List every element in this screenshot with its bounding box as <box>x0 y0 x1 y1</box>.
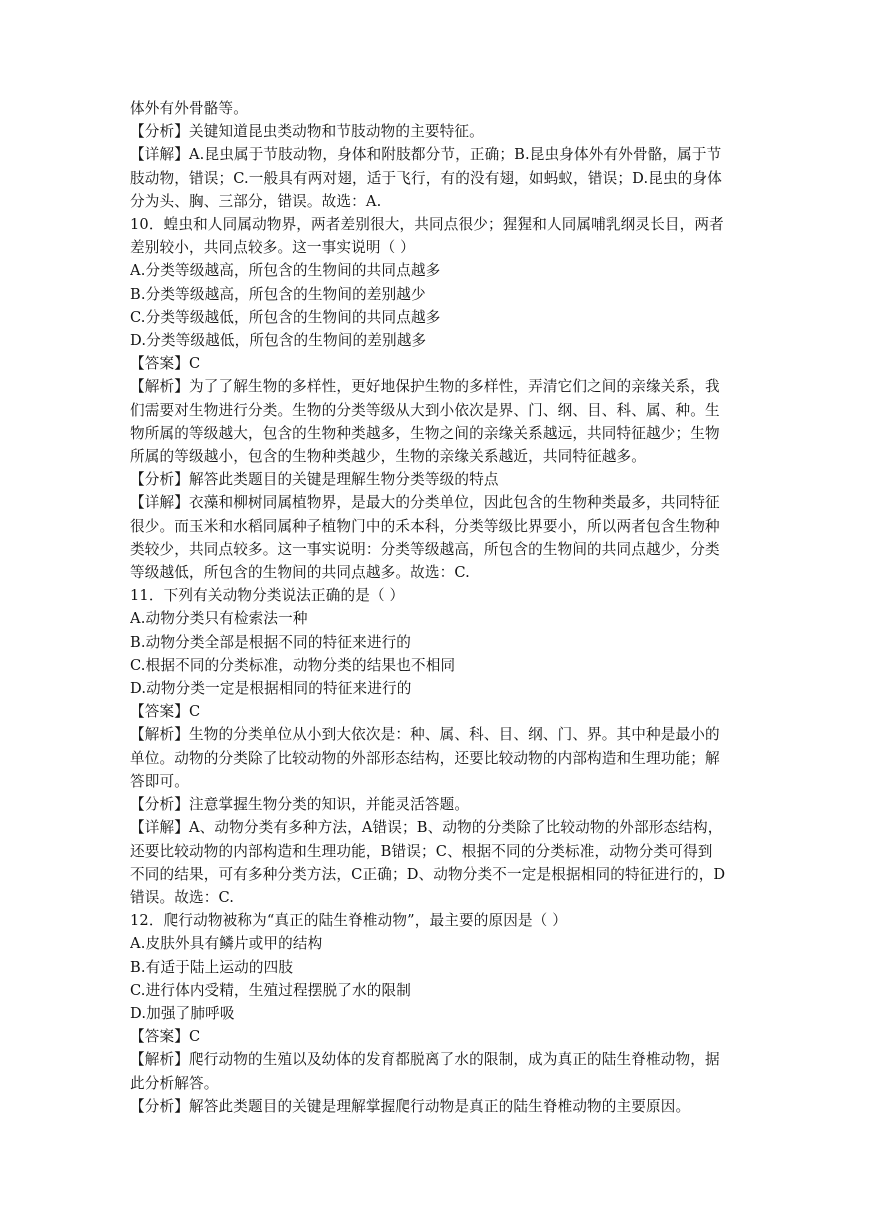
text-line: 【分析】注意掌握生物分类的知识，并能灵活答题。 <box>130 796 470 814</box>
text-line: 此分析解答。 <box>130 1074 219 1092</box>
text-line: C.分类等级越低，所包含的生物间的共同点越多 <box>130 308 441 326</box>
text-line: D.分类等级越低，所包含的生物间的差别越多 <box>130 332 427 350</box>
text-line: 【详解】A、动物分类有多种方法，A错误；B、动物的分类除了比较动物的外部形态结构， <box>130 819 723 837</box>
text-line: 【分析】解答此类题目的关键是理解生物分类等级的特点 <box>130 471 499 489</box>
text-line: 错误。故选：C. <box>130 888 235 906</box>
text-line: C.进行体内受精，生殖过程摆脱了水的限制 <box>130 981 411 999</box>
text-line: 类较少，共同点较多。这一事实说明：分类等级越高，所包含的生物间的共同点越少，分类 <box>130 540 720 558</box>
text-line: 【详解】A.昆虫属于节肢动物，身体和附肢都分节，正确；B.昆虫身体外有外骨骼，属于节 <box>130 146 722 164</box>
text-line: 【解析】爬行动物的生殖以及幼体的发育都脱离了水的限制，成为真正的陆生脊椎动物，据 <box>130 1051 720 1069</box>
text-line: 很少。而玉米和水稻同属种子植物门中的禾本科，分类等级比界要小，所以两者包含生物种 <box>130 517 720 535</box>
text-line: 【详解】衣藻和柳树同属植物界，是最大的分类单位，因此包含的生物种类最多，共同特征 <box>130 494 720 512</box>
text-line: A.动物分类只有检索法一种 <box>130 610 308 628</box>
text-line: 不同的结果，可有多种分类方法，C正确；D、动物分类不一定是根据相同的特征进行的，D <box>130 865 726 883</box>
text-line: A.分类等级越高，所包含的生物间的共同点越多 <box>130 262 441 280</box>
text-line: 10．蝗虫和人同属动物界，两者差别很大，共同点很少；猩猩和人同属哺乳纲灵长目，两者 <box>130 216 724 234</box>
text-line: 答即可。 <box>130 772 189 790</box>
text-line: 所属的等级越小，包含的生物种类越少，生物的亲缘关系越近，共同特征越多。 <box>130 448 647 466</box>
text-line: 【答案】C <box>130 1028 201 1046</box>
text-line: 等级越低，所包含的生物间的共同点越多。故选：C. <box>130 564 470 582</box>
text-line: 【解析】生物的分类单位从小到大依次是：种、属、科、目、纲、门、界。其中种是最小的 <box>130 726 720 744</box>
text-line: 【分析】解答此类题目的关键是理解掌握爬行动物是真正的陆生脊椎动物的主要原因。 <box>130 1097 691 1115</box>
text-line: 【解析】为了了解生物的多样性，更好地保护生物的多样性，弄清它们之间的亲缘关系，我 <box>130 378 720 396</box>
text-line: 肢动物，错误；C.一般具有两对翅，适于飞行，有的没有翅，如蚂蚁，错误；D.昆虫的身体 <box>130 169 722 187</box>
text-line: 11．下列有关动物分类说法正确的是（ ） <box>130 587 405 605</box>
text-line: 【分析】关键知道昆虫类动物和节肢动物的主要特征。 <box>130 123 484 141</box>
text-line: 【答案】C <box>130 703 201 721</box>
text-line: 们需要对生物进行分类。生物的分类等级从大到小依次是界、门、纲、目、科、属、种。生 <box>130 401 720 419</box>
text-line: A.皮肤外具有鳞片或甲的结构 <box>130 935 323 953</box>
text-line: 体外有外骨骼等。 <box>130 100 248 117</box>
text-line: 【答案】C <box>130 355 201 373</box>
text-line: D.加强了肺呼吸 <box>130 1004 235 1022</box>
text-line: 物所属的等级越大，包含的生物种类越多，生物之间的亲缘关系越远，共同特征越少；生物 <box>130 424 720 442</box>
text-line: D.动物分类一定是根据相同的特征来进行的 <box>130 680 412 698</box>
text-line: B.有适于陆上运动的四肢 <box>130 958 294 976</box>
text-line: B.分类等级越高，所包含的生物间的差别越少 <box>130 285 426 303</box>
document-body <box>130 97 740 1118</box>
text-line: 差别较小，共同点较多。这一事实说明（ ） <box>130 239 415 257</box>
text-line: B.动物分类全部是根据不同的特征来进行的 <box>130 633 412 651</box>
text-line: 分为头、胸、三部分，错误。故选：A. <box>130 192 382 210</box>
text-line: C.根据不同的分类标准，动物分类的结果也不相同 <box>130 656 456 674</box>
text-line: 单位。动物的分类除了比较动物的外部形态结构，还要比较动物的内部构造和生理功能；解 <box>130 749 720 767</box>
text-line: 12．爬行动物被称为“真正的陆生脊椎动物”，最主要的原因是（ ） <box>130 912 567 930</box>
text-line: 还要比较动物的内部构造和生理功能，B错误；C、根据不同的分类标准，动物分类可得到 <box>130 842 713 860</box>
